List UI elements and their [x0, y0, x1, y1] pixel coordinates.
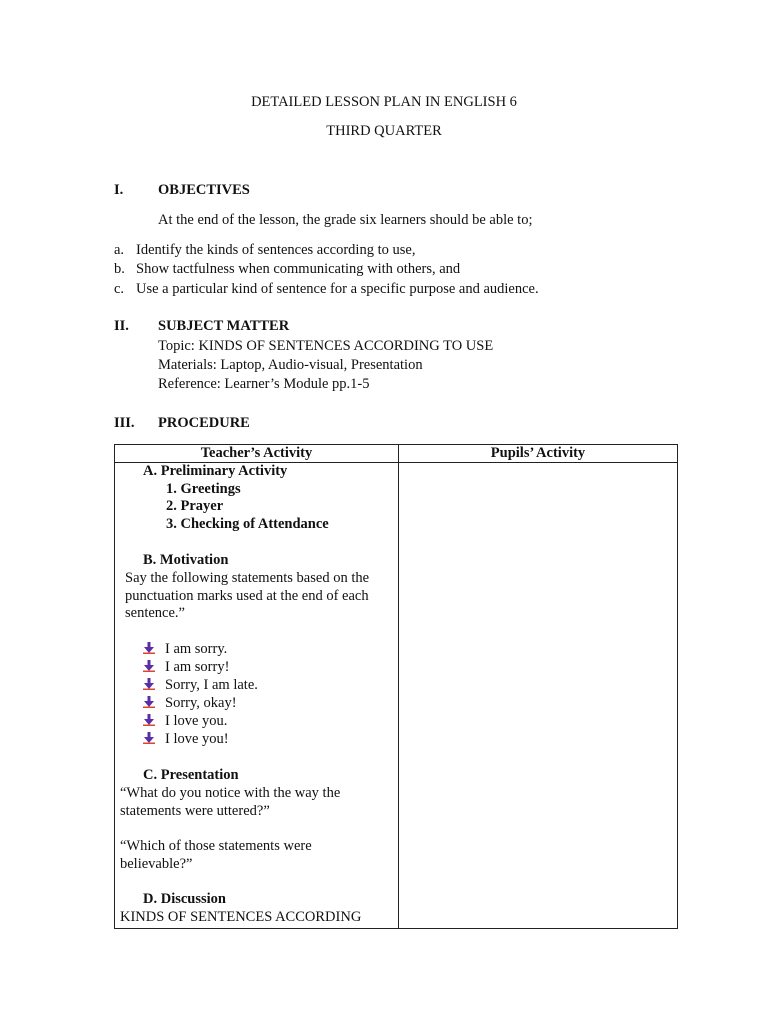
motivation-label: B. Motivation — [143, 552, 229, 568]
arrow-down-bullet-icon — [143, 696, 155, 708]
list-item — [143, 731, 229, 748]
procedure-table — [114, 444, 678, 929]
arrow-down-bullet-icon — [143, 678, 155, 690]
statement-text: I love you! — [165, 731, 229, 747]
quarter-title: THIRD QUARTER — [326, 123, 442, 139]
preliminary-activity-label: A. Preliminary Activity — [143, 463, 288, 479]
presentation-question: believable?” — [120, 856, 193, 872]
arrow-down-bullet-icon — [143, 714, 155, 726]
motivation-text: punctuation marks used at the end of each — [125, 588, 369, 604]
arrow-down-bullet-icon — [143, 732, 155, 744]
document-title: DETAILED LESSON PLAN IN ENGLISH 6 — [251, 94, 517, 110]
statement-text: I am sorry. — [165, 641, 228, 657]
arrow-down-bullet-icon — [143, 660, 155, 672]
objective-item-letter: a. — [114, 242, 125, 258]
list-item — [143, 695, 237, 712]
motivation-text: sentence.” — [125, 605, 185, 621]
statement-text: I am sorry! — [165, 659, 230, 675]
presentation-question: “Which of those statements were — [120, 838, 312, 854]
discussion-text: KINDS OF SENTENCES ACCORDING — [120, 909, 362, 925]
subject-matter-number: II. — [114, 318, 129, 334]
table-row — [115, 463, 678, 929]
reference-line: Reference: Learner’s Module pp.1-5 — [158, 376, 370, 392]
statement-text: I love you. — [165, 713, 228, 729]
list-item: 2. Prayer — [166, 498, 224, 514]
list-item — [143, 659, 229, 676]
arrow-down-bullet-icon — [143, 642, 155, 654]
objectives-heading: OBJECTIVES — [158, 182, 250, 198]
presentation-question: “What do you notice with the way the — [120, 785, 341, 801]
topic-line: Topic: KINDS OF SENTENCES ACCORDING TO USE — [158, 338, 494, 354]
discussion-label: D. Discussion — [143, 891, 226, 907]
objectives-intro: At the end of the lesson, the grade six learners should be able to; — [158, 212, 533, 228]
pupils-activity-cell — [399, 463, 678, 929]
table-header-row — [115, 445, 678, 463]
statement-text: Sorry, I am late. — [165, 677, 258, 693]
objective-item-letter: b. — [114, 261, 125, 277]
objective-item-letter: c. — [114, 281, 125, 297]
presentation-label: C. Presentation — [143, 767, 239, 783]
materials-line: Materials: Laptop, Audio-visual, Presentation — [158, 357, 423, 373]
objective-item-text: Use a particular kind of sentence for a specific purpose and audience. — [136, 281, 539, 297]
list-item: 3. Checking of Attendance — [166, 516, 329, 532]
procedure-number: III. — [114, 415, 135, 431]
teacher-activity-header: Teacher’s Activity — [115, 445, 399, 463]
list-item — [143, 713, 227, 730]
list-item — [143, 641, 227, 658]
objectives-number: I. — [114, 182, 124, 198]
objective-item-text: Show tactfulness when communicating with others, and — [136, 261, 461, 277]
pupils-activity-header: Pupils’ Activity — [399, 445, 678, 463]
presentation-question: statements were uttered?” — [120, 803, 270, 819]
subject-matter-heading: SUBJECT MATTER — [158, 318, 290, 334]
motivation-text: Say the following statements based on the — [125, 570, 370, 586]
list-item: 1. Greetings — [166, 481, 241, 497]
procedure-heading: PROCEDURE — [158, 415, 250, 431]
teacher-activity-cell — [115, 463, 399, 929]
list-item — [143, 677, 258, 694]
objective-item-text: Identify the kinds of sentences according to use, — [136, 242, 416, 258]
statement-text: Sorry, okay! — [165, 695, 237, 711]
